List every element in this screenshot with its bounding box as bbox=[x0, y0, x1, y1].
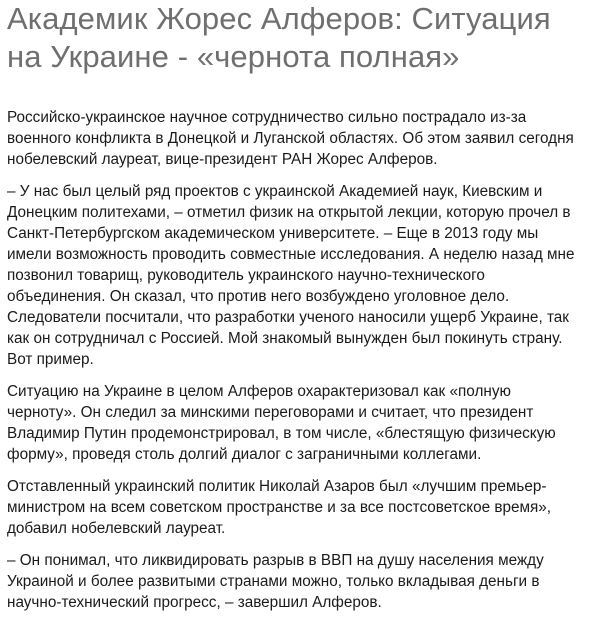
paragraph-line: Российско-украинское научное сотрудничество сильно пострадало из-за bbox=[7, 109, 527, 126]
article-title bbox=[7, 0, 607, 76]
article-paragraph bbox=[7, 381, 607, 465]
paragraph-line: Владимир Путин продемонстрировал, в том числе, «блестящую физическую bbox=[7, 425, 556, 442]
paragraph-line: министром на всем советском пространстве и за все постсоветское время», bbox=[7, 499, 552, 516]
article-paragraph bbox=[7, 181, 607, 370]
paragraph-line: нобелевский лауреат, вице-президент РАН Жорес Алферов. bbox=[7, 151, 438, 168]
paragraph-line: позвонил товарищ, руководитель украинского научно-технического bbox=[7, 267, 485, 284]
paragraph-line: – Он понимал, что ликвидировать разрыв в ВВП на душу населения между bbox=[7, 552, 544, 569]
paragraph-line: Украиной и более развитыми странами можно, только вкладывая деньги в bbox=[7, 573, 540, 590]
article-paragraph bbox=[7, 107, 607, 170]
paragraph-line: черноту». Он следил за минскими переговорами и считает, что президент bbox=[7, 404, 534, 421]
article-paragraph bbox=[7, 476, 607, 539]
article-title-line: Академик Жорес Алферов: Ситуация bbox=[7, 1, 551, 36]
paragraph-line: как он сотрудничал с Россией. Мой знакомый вынужден был покинуть страну. bbox=[7, 330, 563, 347]
paragraph-line: имели возможность проводить совместные исследования. А неделю назад мне bbox=[7, 246, 575, 263]
paragraph-line: военного конфликта в Донецкой и Луганской областях. Об этом заявил сегодня bbox=[7, 130, 574, 147]
paragraph-line: Донецким политехами, – отметил физик на открытой лекции, которую прочел в bbox=[7, 204, 571, 221]
article-title-line: на Украине - «чернота полная» bbox=[7, 39, 460, 74]
paragraph-line: Санкт-Петербургском академическом университете. – Еще в 2013 году мы bbox=[7, 225, 539, 242]
paragraph-line: Следователи посчитали, что разработки ученого наносили ущерб Украине, так bbox=[7, 309, 569, 326]
paragraph-line: – У нас был целый ряд проектов с украинской Академией наук, Киевским и bbox=[7, 183, 543, 200]
paragraph-line: Отставленный украинский политик Николай Азаров был «лучшим премьер- bbox=[7, 478, 547, 495]
paragraph-line: Ситуацию на Украине в целом Алферов охарактеризовал как «полную bbox=[7, 383, 511, 400]
paragraph-line: Вот пример. bbox=[7, 351, 94, 368]
article bbox=[7, 0, 607, 624]
paragraph-line: научно-технический прогресс, – завершил Алферов. bbox=[7, 594, 382, 611]
paragraph-line: добавил нобелевский лауреат. bbox=[7, 520, 226, 537]
paragraph-line: объединения. Он сказал, что против него возбуждено уголовное дело. bbox=[7, 288, 510, 305]
article-body bbox=[7, 107, 607, 613]
paragraph-line: форму», проведя столь долгий диалог с заграничными коллегами. bbox=[7, 446, 482, 463]
